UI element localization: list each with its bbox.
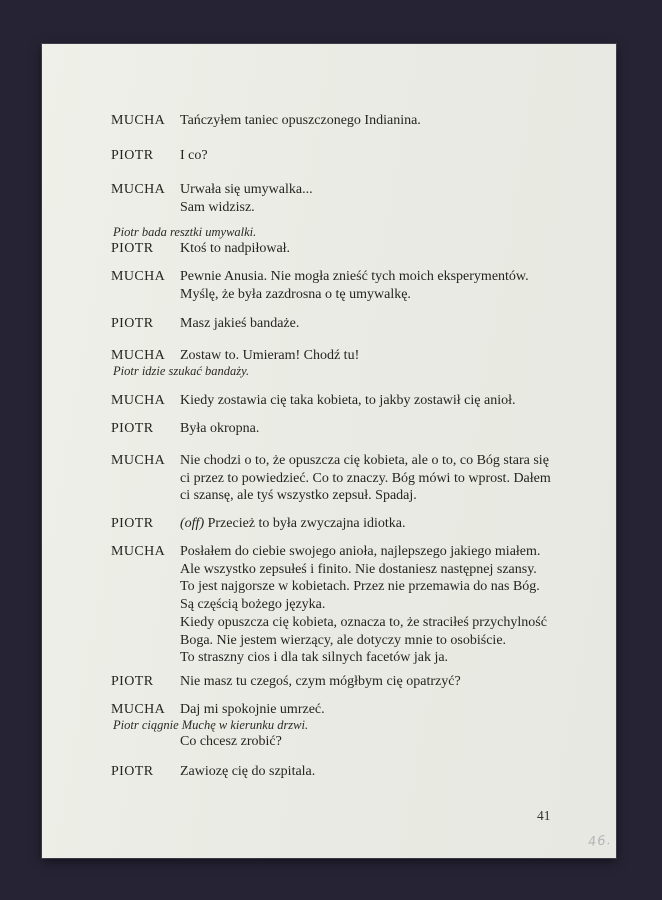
dialogue-line: Była okropna. (180, 421, 260, 436)
dialogue-line: Boga. Nie jestem wierzący, ale dotyczy mnie to osobiście. (180, 632, 507, 648)
dialogue-line: Ale wszystko zepsułeś i finito. Nie dostaniesz następnej szansy. (180, 561, 537, 577)
dialogue-block (111, 515, 405, 533)
speaker-name: MUCHA (111, 269, 166, 284)
speaker-name: MUCHA (111, 113, 166, 128)
speaker-name: PIOTR (111, 764, 154, 779)
speaker-name: PIOTR (111, 316, 154, 331)
dialogue-line: Myślę, że była zazdrosna o tę umywalkę. (180, 286, 411, 302)
speaker-name: PIOTR (111, 241, 154, 256)
dialogue-block (111, 420, 259, 438)
pencil-annotation: 46. (587, 832, 613, 851)
dialogue-block (111, 347, 359, 365)
dialogue-lines (180, 763, 315, 781)
dialogue-block (111, 543, 547, 667)
speaker-name: MUCHA (111, 453, 166, 468)
dialogue-line: Zostaw to. Umieram! Chodź tu! (180, 348, 360, 363)
dialogue-lines (180, 452, 551, 505)
dialogue-block (111, 452, 551, 505)
dialogue-block (111, 147, 208, 165)
dialogue-line: Są częścią bożego języka. (180, 597, 326, 613)
stage-direction: Piotr ciągnie Muchę w kierunku drzwi. (113, 718, 309, 732)
dialogue-block (111, 181, 313, 216)
speaker-name: PIOTR (111, 516, 154, 531)
dialogue-line: (off) Przecież to była zwyczajna idiotka. (180, 516, 406, 531)
stage-direction: Piotr bada resztki umywalki. (113, 225, 257, 239)
speaker-name: MUCHA (111, 348, 166, 363)
dialogue-line: ci szansę, ale tyś wszystko zepsuł. Spadaj. (180, 488, 417, 504)
speaker-name: PIOTR (111, 148, 154, 163)
speaker-name: PIOTR (111, 674, 154, 689)
dialogue-line: Urwała się umywalka... (180, 182, 313, 197)
dialogue-block (111, 315, 299, 333)
dialogue-line: Kiedy opuszcza cię kobieta, oznacza to, że straciłeś przychylność (180, 614, 547, 630)
document-page (42, 44, 616, 858)
dialogue-block (111, 763, 315, 781)
dialogue-block (111, 268, 529, 303)
dialogue-lines (180, 268, 529, 303)
dialogue-line: Nie chodzi o to, że opuszcza cię kobieta, ale o to, co Bóg stara się (180, 453, 549, 468)
dialogue-block (111, 701, 325, 719)
dialogue-lines (180, 181, 313, 216)
dialogue-lines (180, 112, 421, 130)
dialogue-line: Masz jakieś bandaże. (180, 316, 300, 331)
dialogue-lines (180, 420, 259, 438)
dialogue-lines (180, 515, 405, 533)
dialogue-line: Tańczyłem taniec opuszczonego Indianina. (180, 113, 421, 128)
dialogue-block (111, 392, 516, 410)
dialogue-line: To straszny cios i dla tak silnych facetów jak ja. (180, 650, 449, 666)
dialogue-lines (180, 347, 359, 365)
dialogue-line: Daj mi spokojnie umrzeć. (180, 702, 325, 717)
speaker-name: MUCHA (111, 702, 166, 717)
dialogue-continuation-line: Co chcesz zrobić? (180, 734, 282, 749)
dialogue-line: Posłałem do ciebie swojego anioła, najlepszego jakiego miałem. (180, 544, 541, 559)
dialogue-line: Zawiozę cię do szpitala. (180, 764, 316, 779)
off-stage-marker: (off) (180, 516, 205, 531)
speaker-name: MUCHA (111, 182, 166, 197)
dialogue-line: Nie masz tu czegoś, czym mógłbym cię opatrzyć? (180, 674, 461, 689)
dialogue-line: To jest najgorsze w kobietach. Przez nie przemawia do nas Bóg. (180, 579, 540, 595)
stage-direction: Piotr idzie szukać bandaży. (113, 364, 250, 378)
dialogue-line: I co? (180, 148, 208, 163)
dialogue-line: Ktoś to nadpiłował. (180, 241, 291, 256)
dialogue-block (111, 112, 421, 130)
dialogue-lines (180, 701, 325, 719)
speaker-name: MUCHA (111, 544, 166, 559)
dialogue-block (111, 240, 290, 258)
speaker-name: MUCHA (111, 393, 166, 408)
speaker-name: PIOTR (111, 421, 154, 436)
dialogue-line: ci przez to powiedzieć. Co to znaczy. Bóg mówi to wprost. Dałem (180, 470, 551, 486)
dialogue-lines (180, 543, 547, 667)
dialogue-lines (180, 392, 516, 410)
dialogue-line: Pewnie Anusia. Nie mogła znieść tych moich eksperymentów. (180, 269, 529, 284)
dialogue-block (111, 673, 461, 691)
dialogue-line: Kiedy zostawia cię taka kobieta, to jakby zostawił cię anioł. (180, 393, 516, 408)
dialogue-lines (180, 240, 290, 258)
dialogue-line: Sam widzisz. (180, 199, 255, 215)
dialogue-lines (180, 315, 299, 333)
page-number: 41 (537, 808, 551, 823)
dialogue-lines (180, 147, 208, 165)
dialogue-lines (180, 673, 461, 691)
